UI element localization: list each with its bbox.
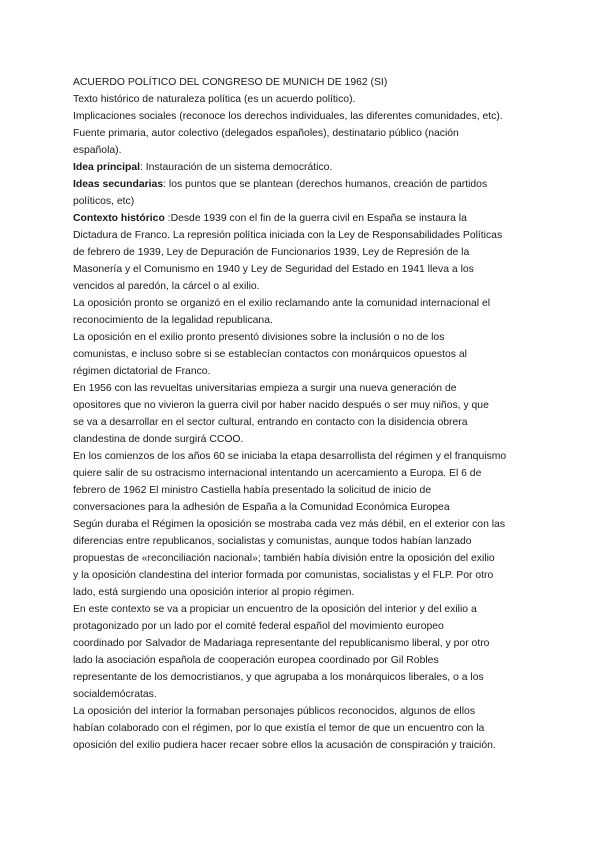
text-line: lado, está surgiendo una oposición interior al propio régimen. [73, 587, 355, 598]
text-line: Texto histórico de naturaleza política (es un acuerdo político). [73, 94, 356, 105]
ideas-secundarias-label: Ideas secundarias [73, 179, 164, 190]
text-line: española). [73, 145, 122, 156]
text-line: Fuente primaria, autor colectivo (delegados españoles), destinatario público (nación [73, 128, 459, 139]
body-text [73, 227, 525, 754]
document-title: ACUERDO POLÍTICO DEL CONGRESO DE MUNICH DE 1962 (SI) [73, 77, 388, 88]
text-line: conversaciones para la adhesión de España a la Comunidad Económica Europea [73, 502, 450, 513]
text-line: oposición del exilio pudiera hacer recaer sobre ellos la acusación de conspiración y traición. [73, 740, 496, 751]
text-line: representante de los democristianos, y que agrupaba a los monárquicos liberales, o a los [73, 672, 484, 683]
text-line: La oposición en el exilio pronto presentó divisiones sobre la inclusión o no de los [73, 332, 445, 343]
text-line: habían colaborado con el régimen, por lo que existía el temor de que un encuentro con la [73, 723, 485, 734]
contexto-text: :Desde 1939 con el fin de la guerra civil en España se instaura la [164, 213, 467, 224]
text-line: La oposición del interior la formaban personajes públicos reconocidos, algunos de ellos [73, 706, 476, 717]
text-line: La oposición pronto se organizó en el exilio reclamando ante la comunidad internacional el [73, 298, 491, 309]
text-line: se va a desarrollar en el sector cultural, entrando en contacto con la disidencia obrera [73, 417, 468, 428]
text-line: En este contexto se va a propiciar un encuentro de la oposición del interior y del exilio a [73, 604, 477, 615]
idea-principal-text: : Instauración de un sistema democrático. [139, 162, 333, 173]
text-line: protagonizado por un lado por el comité federal español del movimiento europeo [73, 621, 444, 632]
contexto-label: Contexto histórico [73, 213, 165, 224]
text-line: Según duraba el Régimen la oposición se mostraba cada vez más débil, en el exterior con las [73, 519, 506, 530]
text-line: y la oposición clandestina del interior formada por comunistas, socialistas y el FLP. Por otro [73, 570, 494, 581]
text-line: diferencias entre republicanos, socialistas y comunistas, aunque todos habían lanzado [73, 536, 472, 547]
ideas-secundarias-line [73, 176, 525, 193]
text-line: políticos, etc) [73, 196, 135, 207]
text-line: régimen dictatorial de Franco. [73, 366, 211, 377]
ideas-secundarias-text: : los puntos que se plantean (derechos humanos, creación de partidos [163, 179, 488, 190]
text-line: lado la asociación española de cooperación europea coordinado por Gil Robles [73, 655, 439, 666]
idea-principal-label: Idea principal [73, 162, 140, 173]
text-line: quiere salir de su ostracismo internacional intentando un acercamiento a Europa. El 6 de [73, 468, 482, 479]
text-line: Masonería y el Comunismo en 1940 y Ley de Seguridad del Estado en 1941 lleva a los [73, 264, 474, 275]
text-line: En 1956 con las revueltas universitarias empieza a surgir una nueva generación de [73, 383, 457, 394]
text-line: febrero de 1962 El ministro Castiella había presentado la solicitud de inicio de [73, 485, 432, 496]
text-line: de febrero de 1939, Ley de Depuración de Funcionarios 1939, Ley de Represión de la [73, 247, 470, 258]
text-line: Dictadura de Franco. La represión política iniciada con la Ley de Responsabilidades Políticas [73, 230, 503, 241]
text-line: comunistas, e incluso sobre si se establecían contactos con monárquicos opuestos al [73, 349, 467, 360]
text-line: vencidos al paredón, la cárcel o al exilio. [73, 281, 260, 292]
text-line: clandestina de donde surgirá CCOO. [73, 434, 244, 445]
text-line: opositores que no vivieron la guerra civil por haber nacido después o ser muy niños, y que [73, 400, 489, 411]
text-line: reconocimiento de la legalidad republicana. [73, 315, 273, 326]
text-line: socialdemócratas. [73, 689, 157, 700]
text-line: Implicaciones sociales (reconoce los derechos individuales, las diferentes comunidades, etc). [73, 111, 503, 122]
contexto-line [73, 210, 525, 227]
idea-principal-line [73, 159, 525, 176]
text-line: propuestas de «reconciliación nacional»; también había división entre la oposición del exilio [73, 553, 495, 564]
text-line: coordinado por Salvador de Madariaga representante del republicanismo liberal, y por otro [73, 638, 490, 649]
text-line: En los comienzos de los años 60 se iniciaba la etapa desarrollista del régimen y el franquismo [73, 451, 507, 462]
document-page [73, 74, 525, 754]
